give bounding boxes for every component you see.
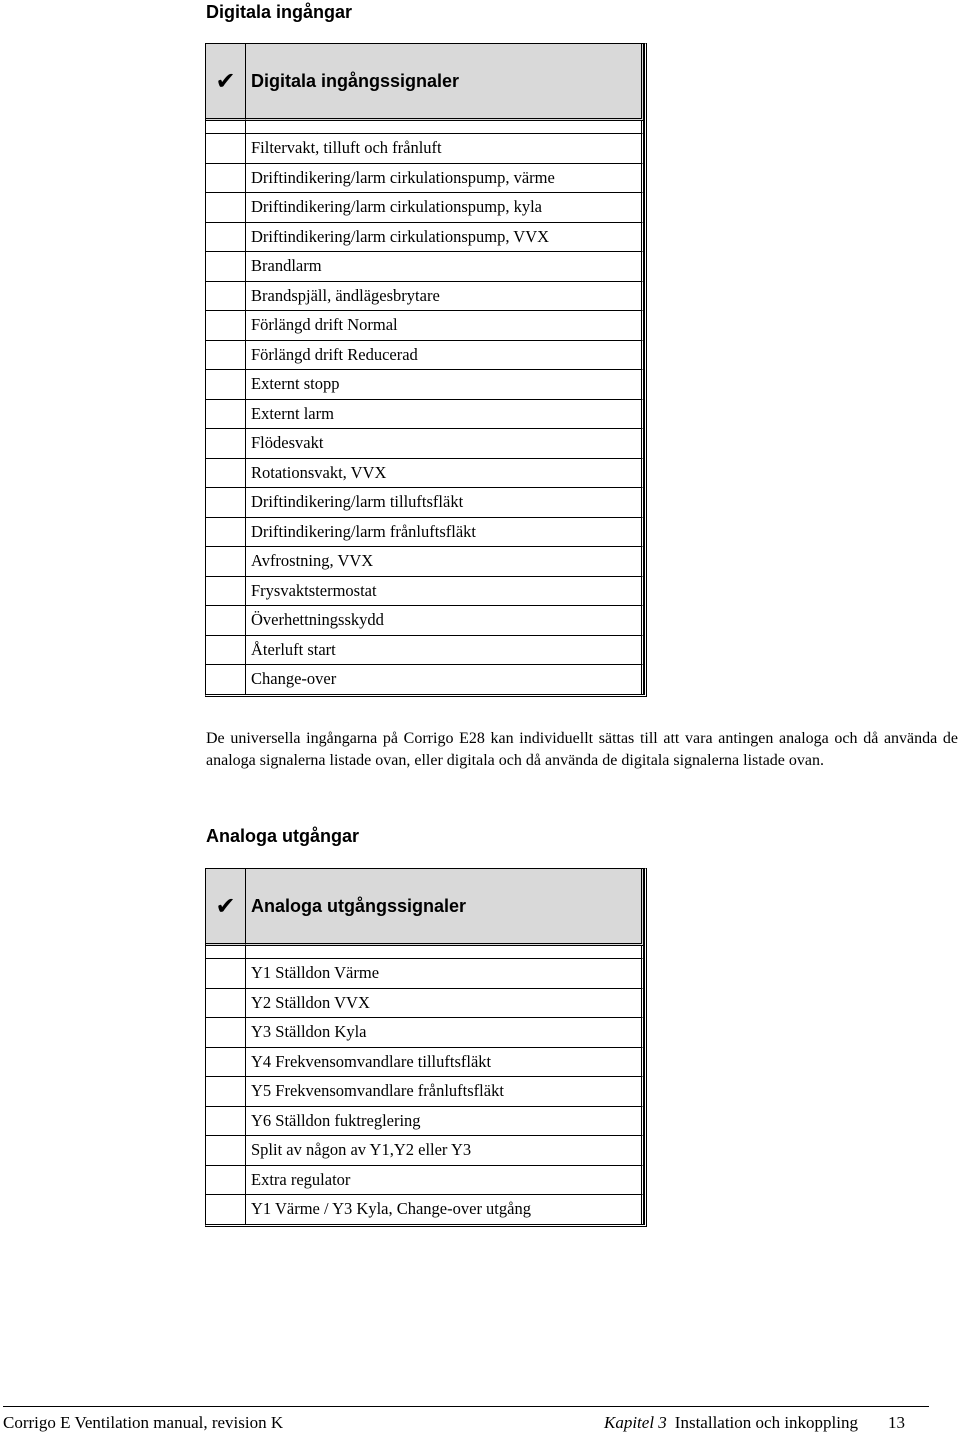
signal-label: Överhettningsskydd	[246, 606, 644, 636]
checkmark-cell	[206, 869, 246, 946]
empty-check-cell	[206, 459, 246, 489]
table-row	[206, 459, 644, 489]
table-header-row	[206, 44, 644, 121]
signal-label: Y3 Ställdon Kyla	[246, 1018, 644, 1048]
empty-check-cell	[206, 164, 246, 194]
empty-check-cell	[206, 1136, 246, 1166]
signal-label: Change-over	[246, 665, 644, 694]
empty-check-cell	[206, 989, 246, 1019]
empty-check-cell	[206, 193, 246, 223]
empty-check-cell	[206, 1018, 246, 1048]
table-row	[206, 223, 644, 253]
empty-check-cell	[206, 488, 246, 518]
empty-check-cell	[206, 400, 246, 430]
signal-label: Återluft start	[246, 636, 644, 666]
table-row	[206, 1048, 644, 1078]
empty-check-cell	[206, 341, 246, 371]
table-row	[206, 547, 644, 577]
empty-check-cell	[206, 518, 246, 548]
empty-check-cell	[206, 282, 246, 312]
signal-label: Driftindikering/larm cirkulationspump, VVX	[246, 223, 644, 253]
signal-label: Brandspjäll, ändlägesbrytare	[246, 282, 644, 312]
table-header-label: Analoga utgångssignaler	[246, 869, 644, 946]
signal-label: Y6 Ställdon fuktreglering	[246, 1107, 644, 1137]
section-heading-digital-inputs: Digitala ingångar	[206, 2, 353, 22]
empty-check-cell	[206, 1195, 246, 1224]
signal-label: Driftindikering/larm frånluftsfläkt	[246, 518, 644, 548]
footer-page-number: 13	[888, 1413, 905, 1432]
signal-label: Förlängd drift Normal	[246, 311, 644, 341]
signal-label: Rotationsvakt, VVX	[246, 459, 644, 489]
empty-check-cell	[206, 547, 246, 577]
universal-inputs-paragraph	[206, 728, 958, 771]
signal-label: Y4 Frekvensomvandlare tilluftsfläkt	[246, 1048, 644, 1078]
empty-check-cell	[206, 429, 246, 459]
table-row	[206, 282, 644, 312]
signal-label: Y1 Värme / Y3 Kyla, Change-over utgång	[246, 1195, 644, 1224]
table-row	[206, 1195, 644, 1224]
paragraph-line: De universella ingångarna på Corrigo E28 kan individuellt sättas till att vara antingen analoga och	[206, 730, 858, 747]
digital-input-signals-table	[205, 43, 647, 697]
table-row	[206, 1077, 644, 1107]
table-row	[206, 606, 644, 636]
table-row	[206, 193, 644, 223]
empty-check-cell	[206, 577, 246, 607]
signal-label: Avfrostning, VVX	[246, 547, 644, 577]
empty-check-cell	[206, 1077, 246, 1107]
signal-label: Flödesvakt	[246, 429, 644, 459]
table-row	[206, 518, 644, 548]
signal-label: Y5 Frekvensomvandlare frånluftsfläkt	[246, 1077, 644, 1107]
table-row	[206, 134, 644, 164]
empty-check-cell	[206, 1107, 246, 1137]
table-row	[206, 1136, 644, 1166]
table-row	[206, 989, 644, 1019]
table-row	[206, 665, 644, 694]
analog-output-signals-table	[205, 868, 647, 1227]
empty-check-cell	[206, 665, 246, 694]
signal-label: Extra regulator	[246, 1166, 644, 1196]
empty-check-cell	[206, 1048, 246, 1078]
table-row	[206, 1018, 644, 1048]
empty-check-cell	[206, 1166, 246, 1196]
table-row	[206, 164, 644, 194]
table-row	[206, 1107, 644, 1137]
signal-label: Filtervakt, tilluft och frånluft	[246, 134, 644, 164]
table-row	[206, 370, 644, 400]
empty-check-cell	[206, 636, 246, 666]
signal-label: Y2 Ställdon VVX	[246, 989, 644, 1019]
signal-label: Driftindikering/larm cirkulationspump, värme	[246, 164, 644, 194]
table-row	[206, 252, 644, 282]
section-heading-analog-outputs: Analoga utgångar	[206, 826, 360, 846]
checkmark-icon: ✔	[215, 66, 236, 95]
footer-chapter-title: Installation och inkoppling	[674, 1413, 858, 1432]
empty-check-cell	[206, 134, 246, 164]
signal-label: Externt stopp	[246, 370, 644, 400]
table-row	[206, 959, 644, 989]
empty-check-cell	[206, 959, 246, 989]
empty-check-cell	[206, 606, 246, 636]
paragraph-line: listade ovan.	[743, 751, 824, 769]
signal-label: Y1 Ställdon Värme	[246, 959, 644, 989]
empty-check-cell	[206, 252, 246, 282]
table-row	[206, 400, 644, 430]
signal-label: Driftindikering/larm cirkulationspump, kyla	[246, 193, 644, 223]
signal-label: Externt larm	[246, 400, 644, 430]
table-row	[206, 1166, 644, 1196]
table-header-label: Digitala ingångssignaler	[246, 44, 644, 121]
signal-label: Split av någon av Y1,Y2 eller Y3	[246, 1136, 644, 1166]
table-row	[206, 636, 644, 666]
footer-document-title: Corrigo E Ventilation manual, revision K	[3, 1413, 284, 1432]
empty-check-cell	[206, 311, 246, 341]
table-row	[206, 577, 644, 607]
empty-check-cell	[206, 370, 246, 400]
table-header-row	[206, 869, 644, 946]
empty-check-cell	[206, 223, 246, 253]
table-row	[206, 341, 644, 371]
table-row	[206, 311, 644, 341]
checkmark-cell	[206, 44, 246, 121]
footer-chapter-info	[604, 1408, 905, 1438]
checkmark-icon: ✔	[215, 891, 236, 920]
paragraph-line: då använda de analoga signalerna listade ovan, eller digitala och då använda de digitala signalerna	[206, 730, 959, 769]
signal-label: Förlängd drift Reducerad	[246, 341, 644, 371]
table-row	[206, 488, 644, 518]
page-footer	[3, 1406, 929, 1437]
signal-label: Frysvaktstermostat	[246, 577, 644, 607]
signal-label: Brandlarm	[246, 252, 644, 282]
signal-label: Driftindikering/larm tilluftsfläkt	[246, 488, 644, 518]
footer-chapter: Kapitel 3	[603, 1413, 667, 1432]
table-row	[206, 429, 644, 459]
